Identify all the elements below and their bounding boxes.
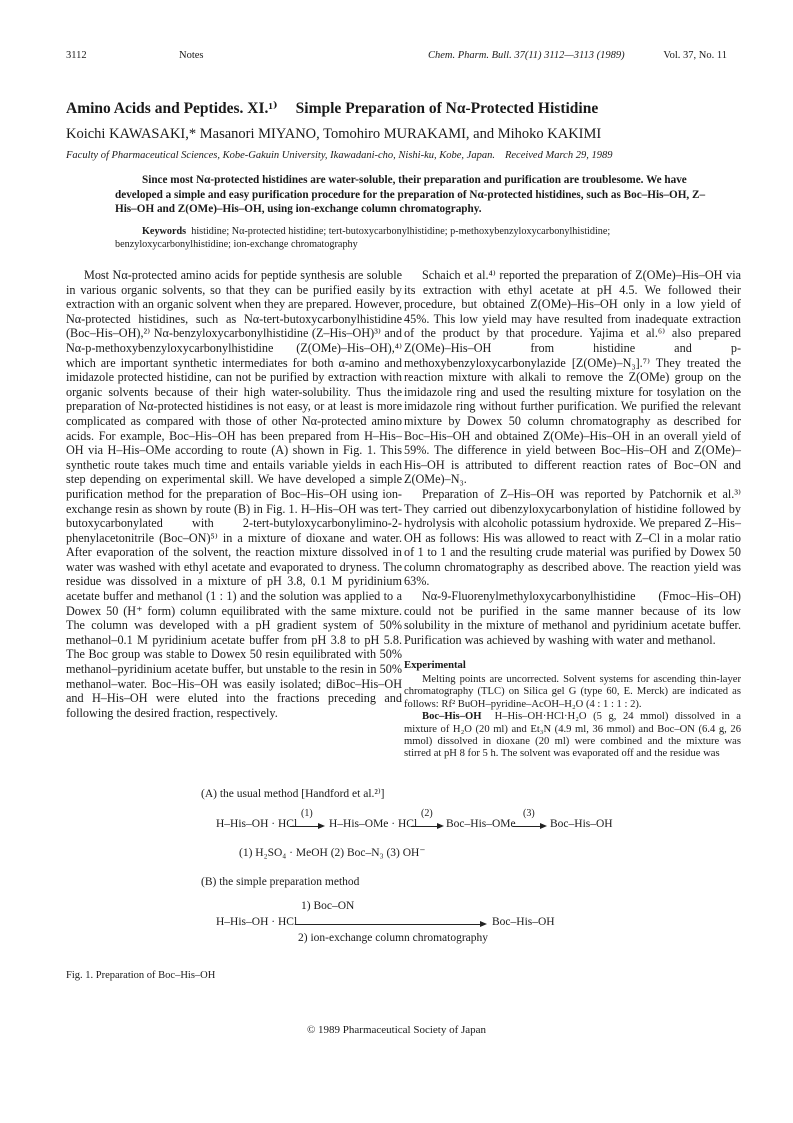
running-header: [66, 50, 727, 64]
received-date: Received March 29, 1989: [504, 150, 613, 161]
route-b-compound: Boc–His–OH: [492, 916, 555, 928]
keywords: [115, 225, 715, 251]
body-paragraph: Most Nα-protected amino acids for peptide synthesis are soluble in various organic solvents, so that they can be purified easily by extraction with an organic solvent when they are prepared. However, Nα-protected histidines, such as Nα-tert-butoxycarbonylhistidine (Boc–His–OH),²⁾ Nα-benzyloxycarbonylhistidine (Z–His–OH)³⁾ and Nα-p-methoxybenzyloxycarbonylhistidine (Z(OMe)–His–OH),⁴⁾ which are important synthetic intermediates for both α-amino and imidazole protected histidine, can not be purified by extraction with organic solvents because of their high water-solubility. Thus the preparation of Nα-protected histidines is not easy, or at least is more complicated as compared with those of other Nα-protected amino acids. For example, Boc–His–OH has been prepared from H–His–OH via H–His–OMe according to route (A) shown in Fig. 1. This synthetic route takes much time and entails variable yields in each step depending on experimental skill. We have developed a simple purification method for the preparation of Boc–His–OH using ion-exchange resin as shown by route (B) in Fig. 1. H–His–OH was tert-butoxycarbonylated with 2-tert-butyloxycarbonylimino-2-phenylacetonitrile (Boc–ON)⁵⁾ in a mixture of dioxane and water. After evaporation of the solvent, the reaction mixture dissolved in water was washed with ethyl acetate and evaporated to dryness. The residue was dissolved in a mixture of pH 3.8, 0.1 M pyridinium acetate buffer and methanol (1 : 1) and the solution was applied to a Dowex 50 (H⁺ form) column equilibrated with the same mixture. The column was developed with a pH gradient system of 50% methanol–0.1 M pyridinium acetate buffer from pH 3.8 to pH 5.8. The Boc group was stable to Dowex 50 resin equilibrated with 50% methanol–pyridinium acetate buffer, but unstable to the resin in 50% methanol–water. Boc–His–OH was easily isolated; diBoc–His–OH and H–His–OH were eluted into the fractions preceding and following the desired fraction, respectively.: [66, 268, 403, 720]
experimental-subheading: Boc–His–OH: [422, 711, 482, 723]
article-subtitle: Simple Preparation of Nα-Protected Histidine: [295, 100, 599, 117]
reaction-arrow: [411, 826, 437, 827]
journal-citation: Chem. Pharm. Bull. 37(11) 3112—3113 (1989): [428, 50, 625, 61]
abstract: [115, 173, 715, 217]
route-b-reagent: 1) Boc–ON: [301, 900, 355, 912]
figure-caption: Fig. 1. Preparation of Boc–His–OH: [66, 970, 216, 981]
body-paragraph: Nα-9-Fluorenylmethyloxycarbonylhistidine (Fmoc–His–OH) could not be purified in the same manner because of its low solubility in the mixture of methanol and pyridinium acetate buffer. Purification was achieved by washing with water and methanol.: [404, 589, 741, 647]
route-a-conditions: (1) H₂SO₄ · MeOH (2) Boc–N₃ (3) OH⁻: [239, 847, 426, 859]
experimental-paragraph: [404, 711, 741, 761]
page-number: 3112: [66, 50, 87, 61]
reaction-arrow: [290, 826, 318, 827]
copyright-notice: © 1989 Pharmaceutical Society of Japan: [306, 1024, 487, 1036]
left-column: [66, 268, 402, 720]
route-a-compound: Boc–His–OMe: [446, 818, 516, 830]
author-list: Koichi KAWASAKI,* Masanori MIYANO, Tomohiro MURAKAMI, and Mihoko KAKIMI: [66, 126, 602, 142]
route-a-compound: H–His–OH · HCl: [216, 818, 298, 830]
volume-label: Vol. 37, No. 11: [663, 50, 727, 61]
keywords-text: histidine; Nα-protected histidine; tert-butoxycarbonylhistidine; p-methoxybenzyloxycarbonylhistidine; benzyloxycarbonylhistidine; ion-exchange chromatography: [115, 226, 611, 250]
right-column: [404, 268, 741, 761]
arrow-head: [480, 921, 487, 927]
route-a-step-number: (2): [421, 808, 433, 819]
affiliation: [66, 150, 612, 161]
route-a-step-number: (3): [523, 808, 535, 819]
route-a-step-number: (1): [301, 808, 313, 819]
arrow-head: [540, 823, 547, 829]
route-a-compound: H–His–OMe · HCl: [329, 818, 418, 830]
route-b-compound: H–His–OH · HCl: [216, 916, 298, 928]
section-label: Notes: [179, 50, 204, 61]
route-a-label: (A) the usual method [Handford et al.²⁾]: [201, 788, 385, 800]
experimental-paragraph: Melting points are uncorrected. Solvent systems for ascending thin-layer chromatography (TLC) on Silica gel G (type 60, E. Merck) are indicated as follows: Rf² BuOH–pyridine–AcOH–H₂O (4 : 1 : 1 : 2).: [404, 674, 741, 710]
article-title: [66, 98, 598, 118]
abstract-text: Since most Nα-protected histidines are water-soluble, their preparation and purification are troublesome. We have developed a simple and easy purification procedure for the preparation of Nα-protected histidines, such as Boc–His–OH, Z–His–OH and Z(OMe)–His–OH, using ion-exchange column chromatography.: [115, 174, 706, 215]
route-a-compound: Boc–His–OH: [550, 818, 613, 830]
series-title: Amino Acids and Peptides. XI.¹⁾: [66, 100, 278, 117]
experimental-heading: Experimental: [404, 660, 466, 672]
reaction-arrow: [296, 924, 480, 925]
body-paragraph: Schaich et al.⁴⁾ reported the preparation of Z(OMe)–His–OH via its extraction with ethyl acetate at pH 4.5. We followed their procedure, but obtained Z(OMe)–His–OH only in a low yield of 45%. This low yield may have resulted from inadequate extraction of the product by that procedure. Yajima et al.⁶⁾ also prepared Z(OMe)–His–OH from histidine and p-methoxybenzyloxycarbonylazide [Z(OMe)–N₃].⁷⁾ They treated the reaction mixture with alkali to remove the Z(OMe) group on the imidazole ring and used the resulting mixture for tosylation on the imidazole ring without further purification. We purified the relevant mixture by Dowex 50 column chromatography as described for Boc–His–OH and obtained Z(OMe)–His–OH in an overall yield of 59%. The difference in yield between Boc–His–OH and Z(OMe)–His–OH is attributed to different reaction rates of Boc–ON and Z(OMe)–N₃.: [404, 268, 741, 487]
arrow-head: [318, 823, 325, 829]
reaction-arrow: [513, 826, 540, 827]
body-paragraph: Preparation of Z–His–OH was reported by Patchornik et al.³⁾ They carried out dibenzyloxycarbonylation of histidine followed by hydrolysis with alcoholic potassium hydroxide. We prepared Z–His–OH as follows: His was allowed to react with Z–Cl in a molar ratio of 1 to 1 and the resulting crude material was purified by Dowex 50 column chromatography as described above. The reaction yield was 63%.: [404, 486, 741, 589]
route-b-label: (B) the simple preparation method: [201, 876, 360, 888]
arrow-head: [437, 823, 444, 829]
affiliation-text: Faculty of Pharmaceutical Sciences, Kobe-Gakuin University, Ikawadani-cho, Nishi-ku, Kobe, Japan.: [66, 150, 495, 161]
keywords-label: Keywords: [142, 226, 187, 237]
route-b-step: 2) ion-exchange column chromatography: [298, 932, 489, 944]
experimental-text: H–His–OH·HCl·H₂O (5 g, 24 mmol) dissolved in a mixture of H₂O (20 ml) and Et₃N (4.9 ml, 36 mmol) and Boc–ON (6.4 g, 26 mmol) dissolved in dioxane (20 ml) were combined and the mixture was stirred at pH 8 for 5 h. The solvent was evaporated off and the residue was: [404, 711, 741, 760]
